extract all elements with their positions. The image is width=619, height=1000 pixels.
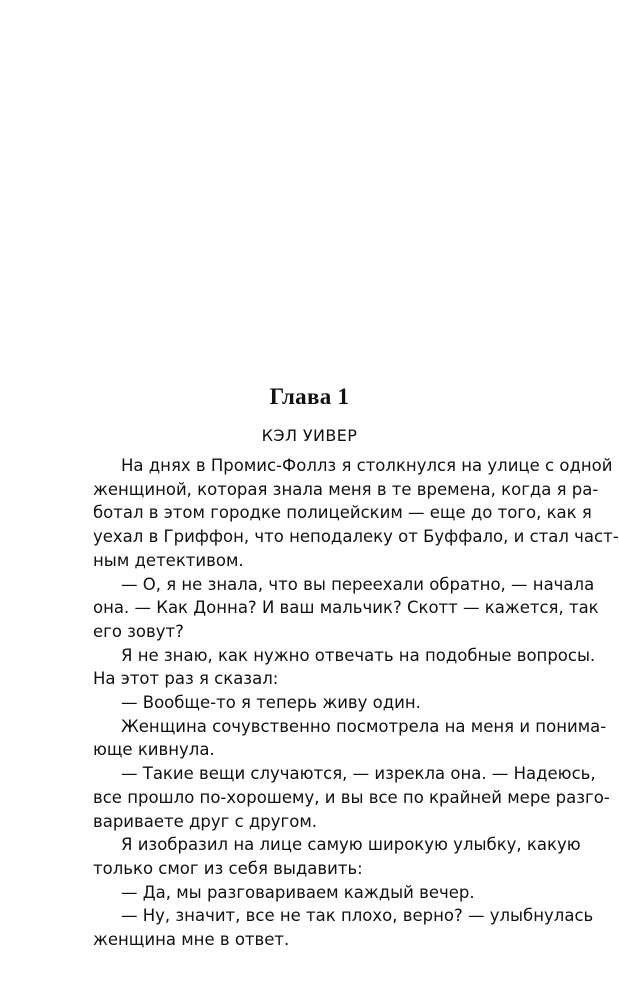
- text-line: Я не знаю, как нужно отвечать на подобные вопросы.: [121, 645, 596, 665]
- text-line: На днях в Промис-Фоллз я столкнулся на улице с одной: [121, 456, 613, 475]
- text-line: его зовут?: [93, 621, 184, 641]
- text-line: — Вообще-то я теперь живу один.: [121, 693, 421, 713]
- text-line: вариваете друг с другом.: [93, 811, 318, 831]
- text-line: Женщина сочувственно посмотрела на меня и понима-: [121, 716, 607, 736]
- text-line: — Такие вещи случаются, — изрекла она. — Надеюсь,: [121, 764, 596, 784]
- chapter-text: [93, 454, 619, 952]
- text-line: Я изобразил на лице самую широкую улыбку, какую: [121, 835, 581, 855]
- text-line: — Ну, значит, все не так плохо, верно? — улыбнулась: [121, 906, 594, 926]
- text-line: женщиной, которая знала меня в те времена, когда я ра-: [93, 479, 599, 499]
- text-line: — О, я не знала, что вы переехали обратно, — начала: [121, 574, 595, 594]
- chapter-title: Глава 1: [269, 384, 350, 409]
- chapter-subtitle: КЭЛ УИВЕР: [261, 426, 358, 445]
- text-line: уехал в Гриффон, что неподалеку от Буффало, и стал част-: [93, 527, 619, 547]
- text-line: она. — Как Донна? И ваш мальчик? Скотт — кажется, так: [93, 598, 599, 618]
- text-line: только смог из себя выдавить:: [93, 858, 363, 878]
- text-line: женщина мне в ответ.: [93, 930, 290, 950]
- text-line: юще кивнула.: [93, 740, 215, 760]
- text-line: все прошло по-хорошему, и вы все по крайней мере разго-: [93, 787, 610, 807]
- text-line: ботал в этом городке полицейским — еще до того, как я: [93, 503, 592, 523]
- text-line: — Да, мы разговариваем каждый вечер.: [121, 882, 475, 902]
- text-line: На этот раз я сказал:: [93, 669, 279, 689]
- text-line: ным детективом.: [93, 550, 244, 570]
